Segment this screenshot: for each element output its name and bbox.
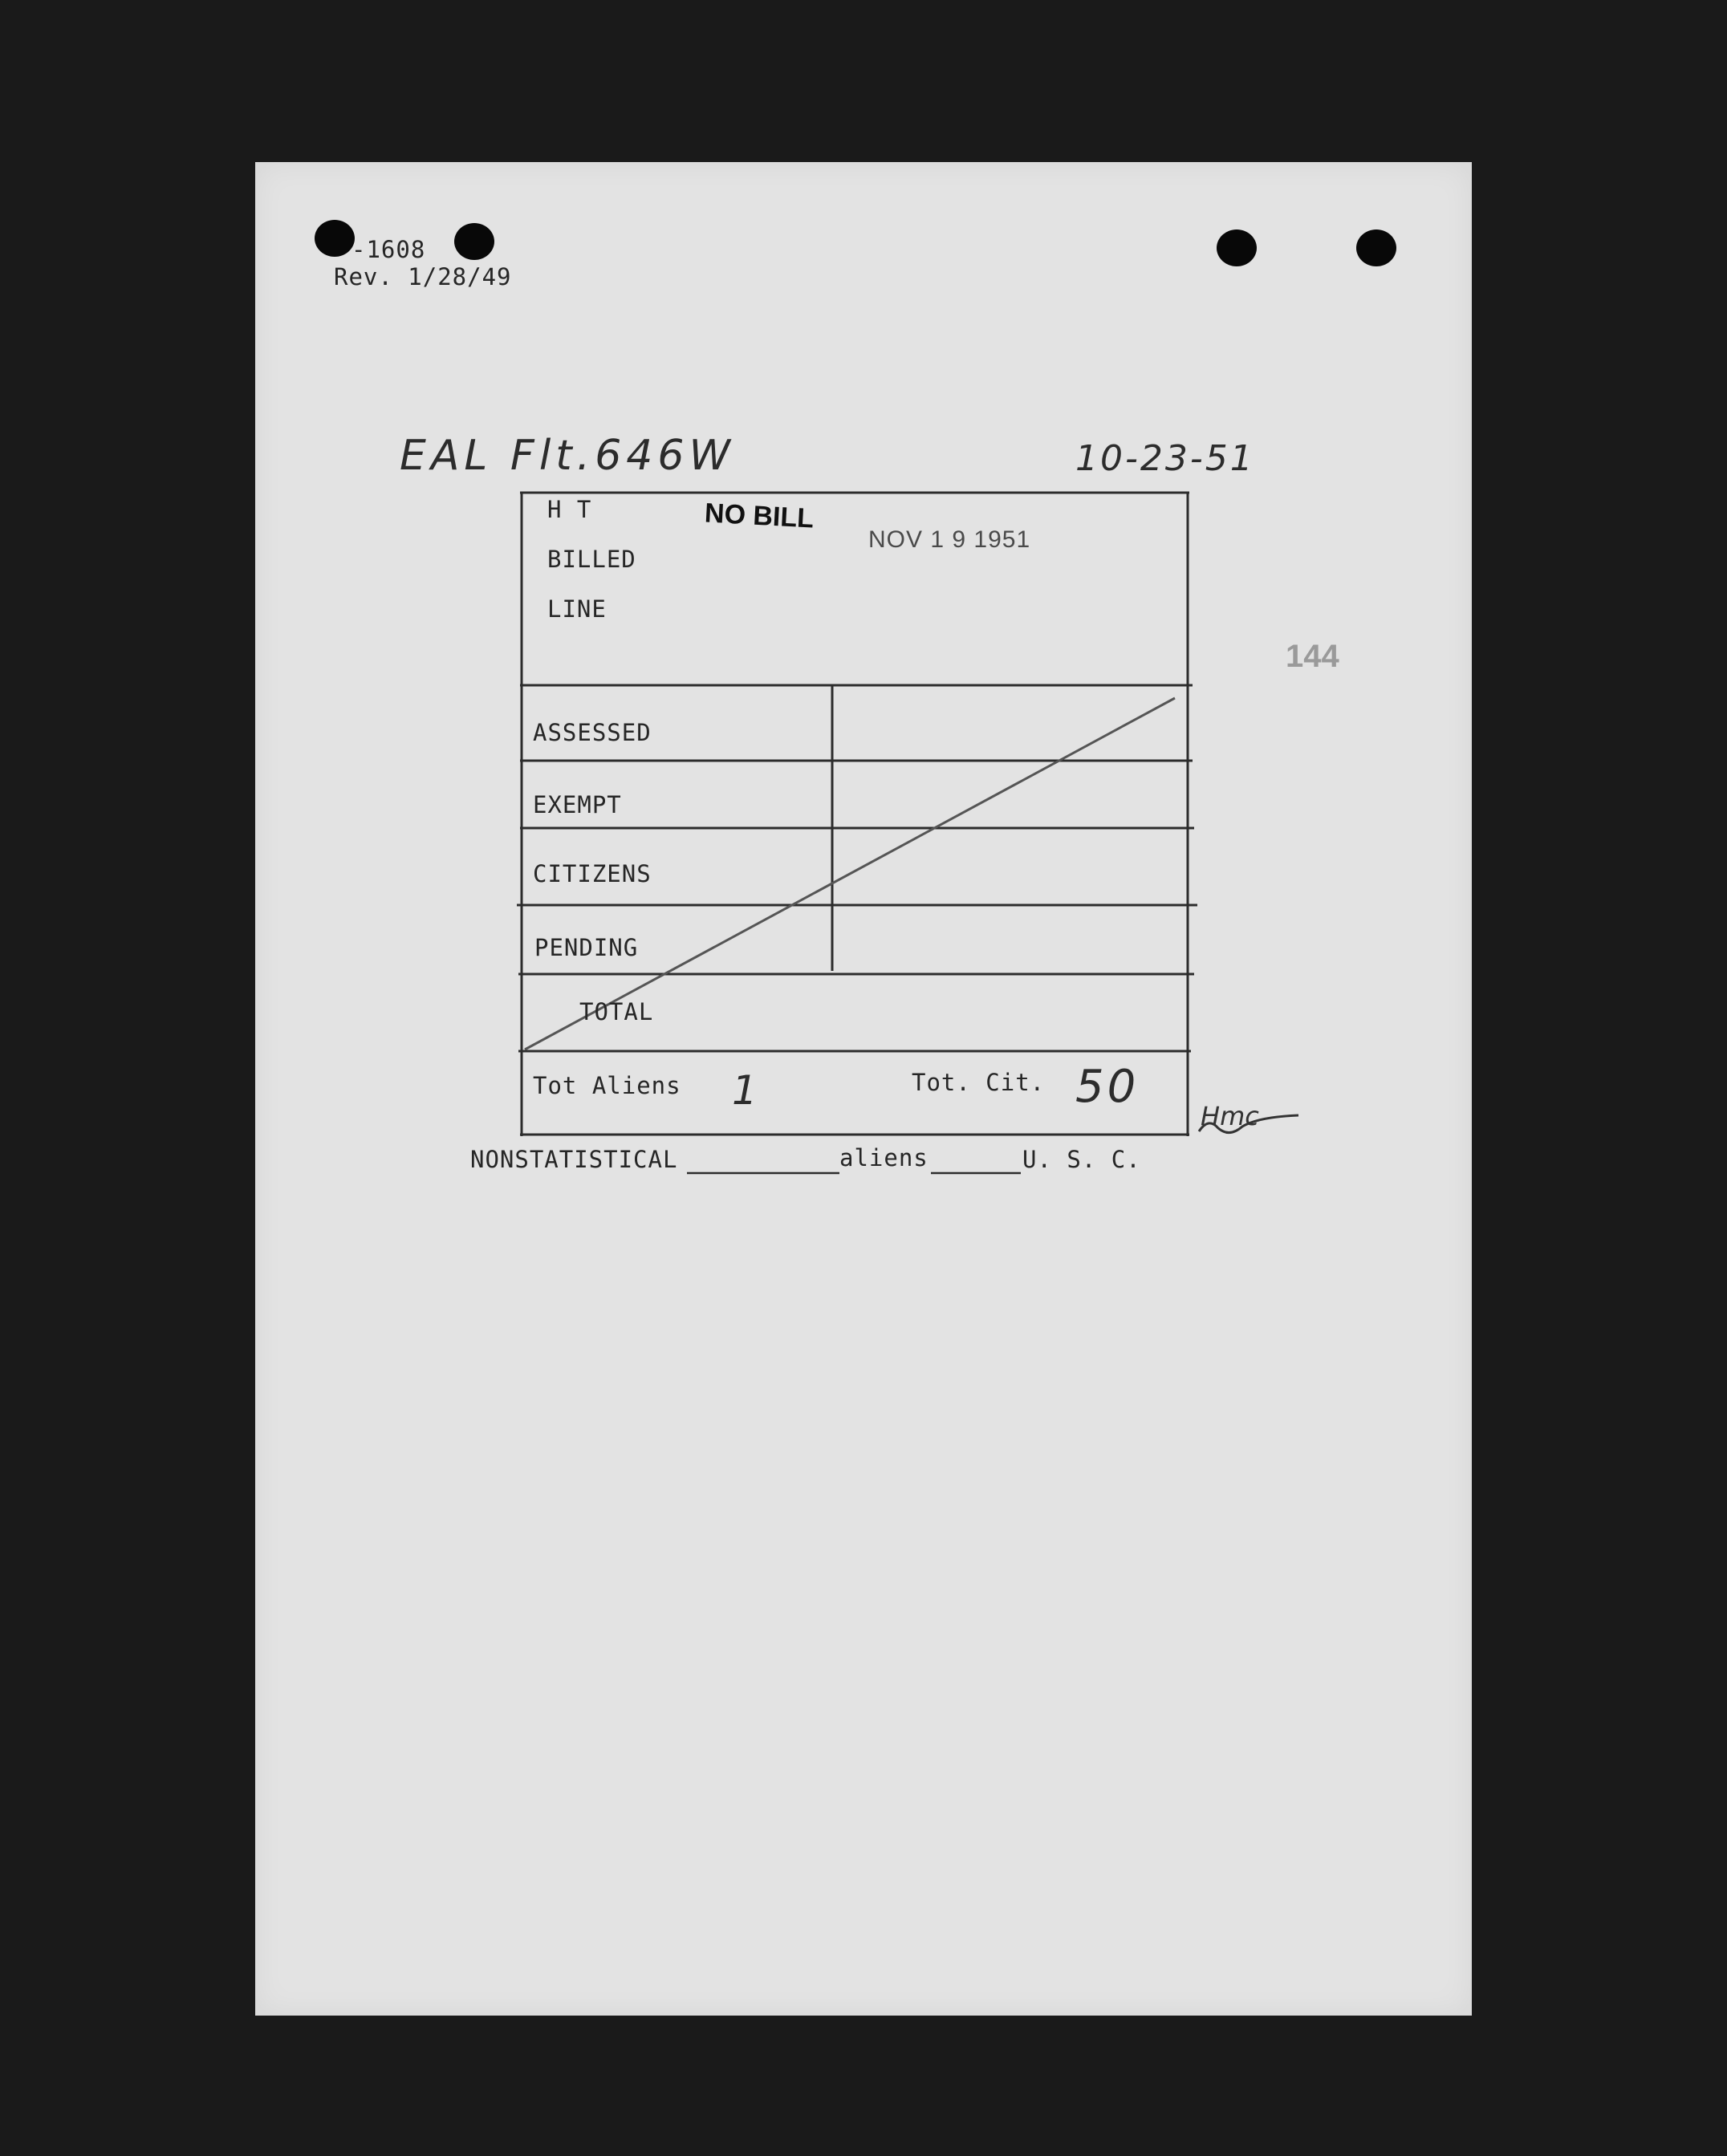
form-number: -1608 xyxy=(351,236,426,263)
row-label-assessed: ASSESSED xyxy=(533,719,652,746)
nonstat-label: NONSTATISTICAL xyxy=(470,1146,678,1173)
handwritten-flight: EAL Flt.646W xyxy=(400,432,735,480)
header-line-ht: H T xyxy=(547,496,592,523)
no-bill-stamp: NO BILL xyxy=(704,497,815,534)
header-line-line: LINE xyxy=(547,595,607,623)
row-label-total: TOTAL xyxy=(579,998,654,1025)
aliens-label: aliens xyxy=(839,1144,929,1171)
tot-aliens-label: Tot Aliens xyxy=(533,1072,681,1099)
header-line-billed: BILLED xyxy=(547,546,636,573)
handwritten-date: 10-23-51 xyxy=(1075,438,1255,479)
usc-label: U. S. C. xyxy=(1022,1146,1141,1173)
date-stamp: NOV 1 9 1951 xyxy=(868,526,1031,553)
row-label-pending: PENDING xyxy=(534,934,639,961)
tot-cit-label: Tot. Cit. xyxy=(912,1069,1046,1096)
tot-aliens-value: 1 xyxy=(732,1067,758,1114)
tot-cit-value: 50 xyxy=(1075,1061,1140,1113)
row-label-citizens: CITIZENS xyxy=(533,860,652,887)
row-label-exempt: EXEMPT xyxy=(533,791,622,818)
revision-date: Rev. 1/28/49 xyxy=(334,263,512,290)
initials: Hmc xyxy=(1201,1101,1259,1131)
page-number: 144 xyxy=(1286,639,1339,674)
